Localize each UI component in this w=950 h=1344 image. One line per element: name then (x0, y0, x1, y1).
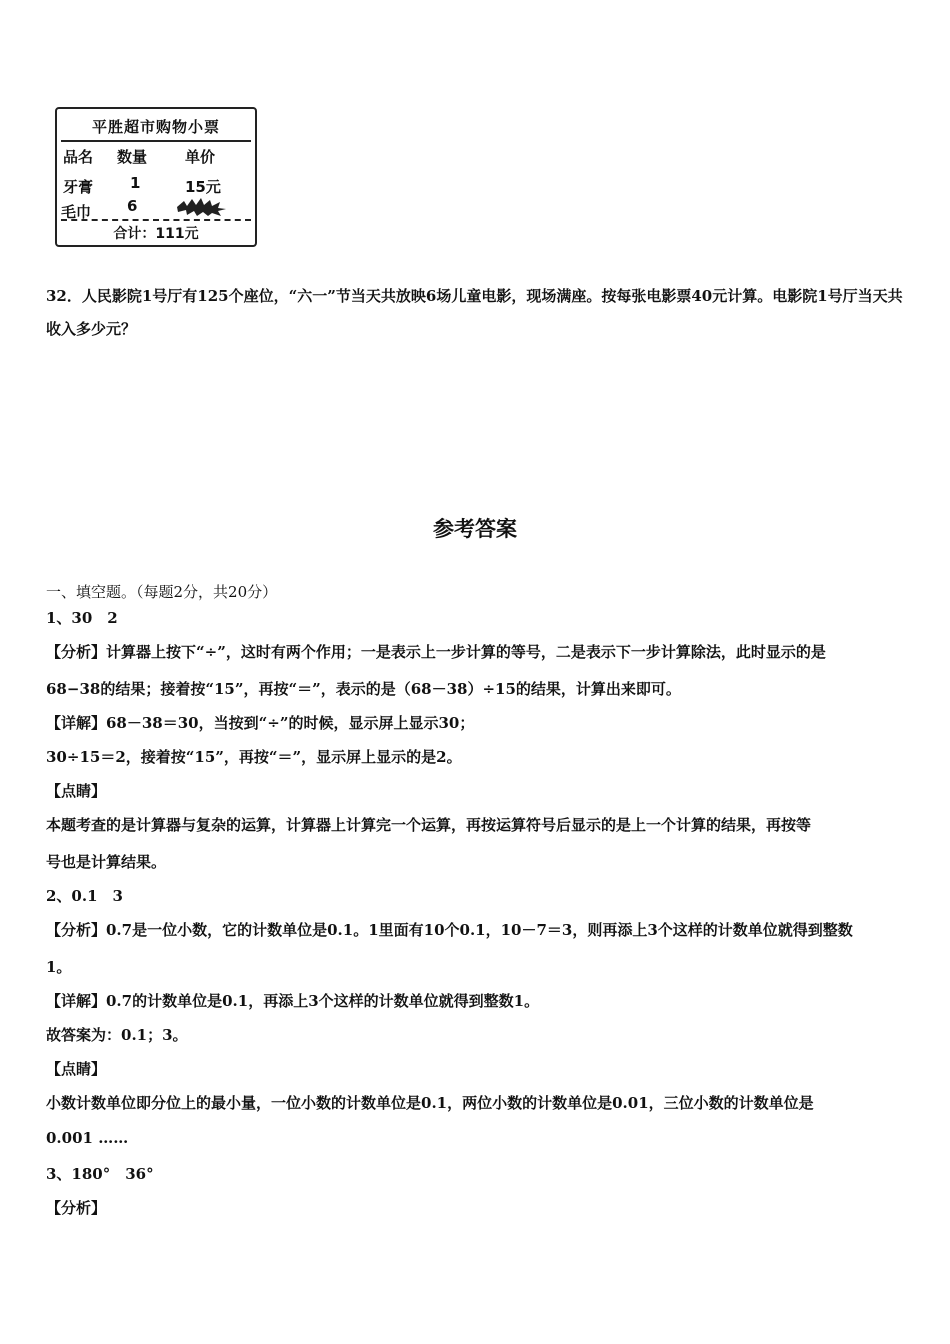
shopping-receipt-image (55, 107, 257, 247)
receipt-header-qty: 数量 (117, 148, 148, 166)
answer-1-analysis-line1: 【分析】计算器上按下“÷”，这时有两个作用；一是表示上一步计算的等号，二是表示下一步计算除法，此时显示的是 (46, 643, 826, 661)
section-heading: 一、填空题。（每题2分，共20分） (46, 583, 278, 601)
answer-1-detail-line1: 【详解】68－38＝30，当按到“÷”的时候，显示屏上显示30； (46, 714, 475, 732)
receipt-header-price: 单价 (185, 148, 216, 166)
answer-2-heading: 2、0.1 3 (46, 887, 123, 905)
answer-1-highlight-line2: 号也是计算结果。 (46, 853, 167, 871)
question-32: 32．人民影院1号厅有125个座位，“六一”节当天共放映6场儿童电影，现场满座。按每张电影票40元计算。电影院1号厅当天共收入多少元？ (46, 287, 903, 338)
answer-1-highlight-line1: 本题考查的是计算器与复杂的运算，计算器上计算完一个运算，再按运算符号后显示的是上一个计算的结果，再按等 (46, 816, 812, 834)
receipt-top-rule (61, 140, 251, 142)
receipt-title: 平胜超市购物小票 (91, 118, 220, 136)
answer-1-detail-line2: 30÷15＝2，接着按“15”，再按“＝”，显示屏上显示的是2。 (46, 748, 462, 766)
answer-2-highlight-line2: 0.001 …… (46, 1129, 129, 1147)
answer-section-title: 参考答案 (433, 517, 517, 541)
receipt-dashed-rule (61, 219, 251, 221)
answer-2-highlight-line1: 小数计数单位即分位上的最小量，一位小数的计数单位是0.1，两位小数的计数单位是0.01，三位小数的计数单位是 (46, 1094, 814, 1112)
receipt-row1-qty: 1 (130, 174, 141, 192)
receipt-row1-name: 牙膏 (63, 178, 94, 196)
answer-1-highlight-label: 【点睛】 (46, 782, 107, 800)
receipt-row1-price: 15元 (185, 178, 221, 196)
receipt-row2-name: 毛巾 (61, 203, 92, 221)
receipt-header-name: 品名 (63, 148, 94, 166)
smudge-icon (175, 197, 227, 217)
receipt-row2-qty: 6 (127, 197, 138, 215)
answer-1-analysis-line2: 68−38的结果；接着按“15”，再按“＝”，表示的是（68－38）÷15的结果，计算出来即可。 (46, 680, 681, 698)
answer-2-highlight-label: 【点睛】 (46, 1060, 107, 1078)
answer-2-result: 故答案为：0.1；3。 (46, 1026, 188, 1044)
answer-2-analysis-line2: 1。 (46, 958, 72, 976)
receipt-total: 合计：111元 (113, 226, 199, 242)
answer-2-analysis-line1: 【分析】0.7是一位小数，它的计数单位是0.1。1里面有10个0.1，10－7＝3，则再添上3个这样的计数单位就得到整数 (46, 921, 853, 939)
answer-3-analysis-label: 【分析】 (46, 1199, 107, 1217)
answer-1-heading: 1、30 2 (46, 609, 118, 627)
answer-3-heading: 3、180° 36° (46, 1165, 154, 1183)
answer-2-detail: 【详解】0.7的计数单位是0.1，再添上3个这样的计数单位就得到整数1。 (46, 992, 540, 1010)
